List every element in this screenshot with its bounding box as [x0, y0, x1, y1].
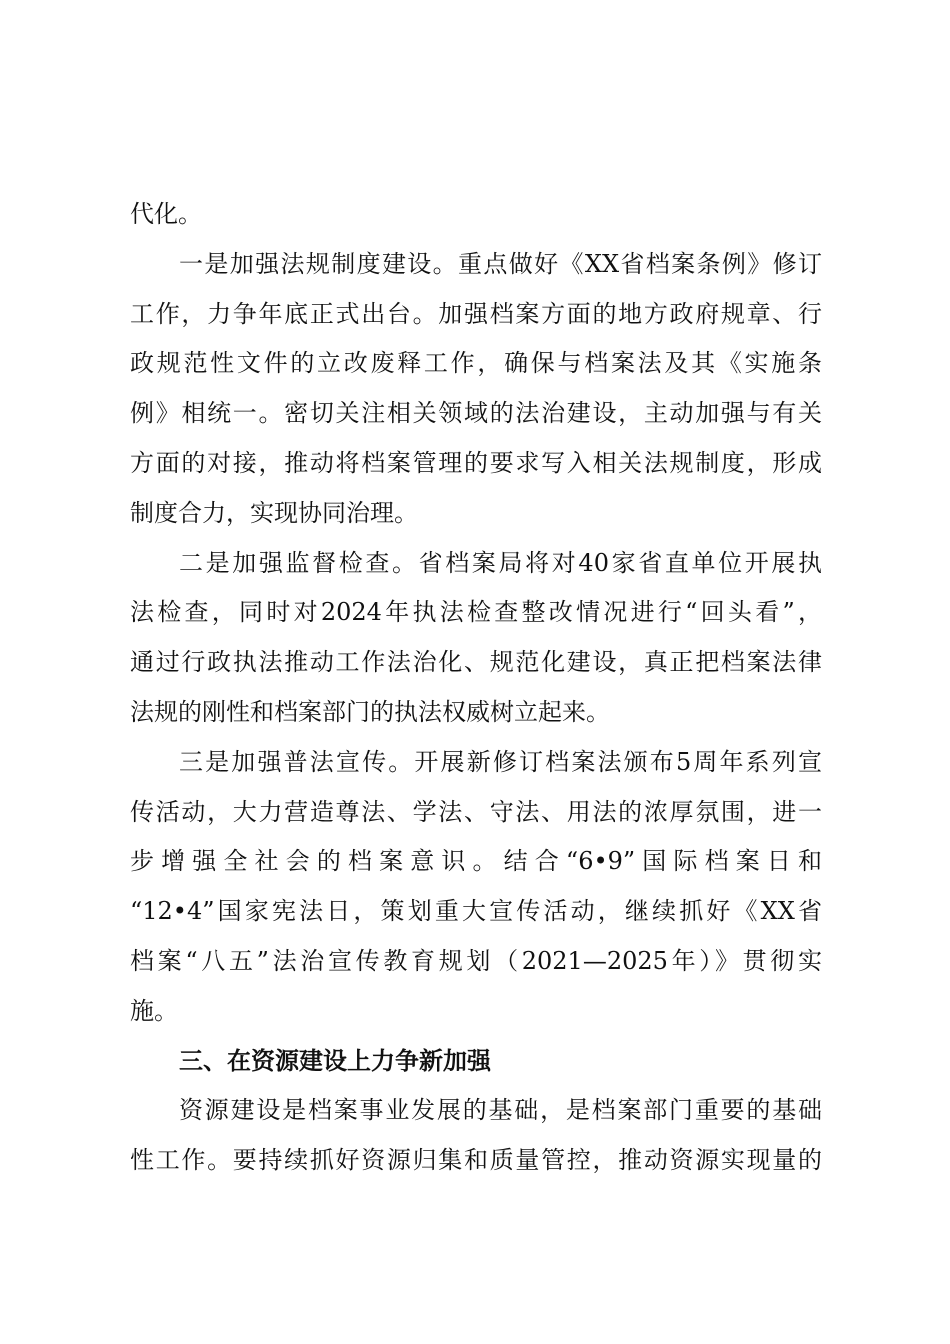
paragraph-resources [130, 1086, 822, 1186]
text-line: 步增强全社会的档案意识。结合“6•9”国际档案日和 [130, 847, 822, 876]
text-line: 三是加强普法宣传。开展新修订档案法颁布5周年系列宣 [179, 747, 822, 776]
text-line: 通过行政执法推动工作法治化、规范化建设，真正把档案法律 [130, 648, 822, 677]
text-line: 例》相统一。密切关注相关领域的法治建设，主动加强与有关 [130, 399, 822, 428]
paragraph-continuation: 代化。 [130, 200, 202, 228]
text-line: 法检查，同时对2024年执法检查整改情况进行“回头看”， [130, 598, 822, 627]
text-line: 传活动，大力营造尊法、学法、守法、用法的浓厚氛围，进一 [130, 797, 822, 826]
text-line: 一是加强法规制度建设。重点做好《XX省档案条例》修订 [179, 249, 822, 278]
text-line: 性工作。要持续抓好资源归集和质量管控，推动资源实现量的 [130, 1146, 822, 1175]
paragraph-publicity [130, 738, 822, 1037]
text-line: 施。 [130, 996, 178, 1025]
text-line: 档案“八五”法治宣传教育规划（2021—2025年）》贯彻实 [130, 946, 822, 975]
text-line: 法规的刚性和档案部门的执法权威树立起来。 [130, 697, 610, 726]
paragraph-supervision [130, 539, 822, 738]
document-page [130, 190, 822, 1186]
text-line: 工作，力争年底正式出台。加强档案方面的地方政府规章、行 [130, 299, 822, 328]
paragraph-regulations [130, 240, 822, 539]
text-line: 方面的对接，推动将档案管理的要求写入相关法规制度，形成 [130, 448, 822, 477]
text-line: 政规范性文件的立改废释工作，确保与档案法及其《实施条 [130, 349, 822, 378]
section-heading: 三、在资源建设上力争新加强 [179, 1046, 491, 1075]
text-line: 制度合力，实现协同治理。 [130, 498, 418, 527]
text-line: “12•4”国家宪法日，策划重大宣传活动，继续抓好《XX省 [130, 897, 822, 926]
text-line: 资源建设是档案事业发展的基础，是档案部门重要的基础 [179, 1096, 822, 1125]
text-line: 二是加强监督检查。省档案局将对40家省直单位开展执 [179, 548, 822, 577]
